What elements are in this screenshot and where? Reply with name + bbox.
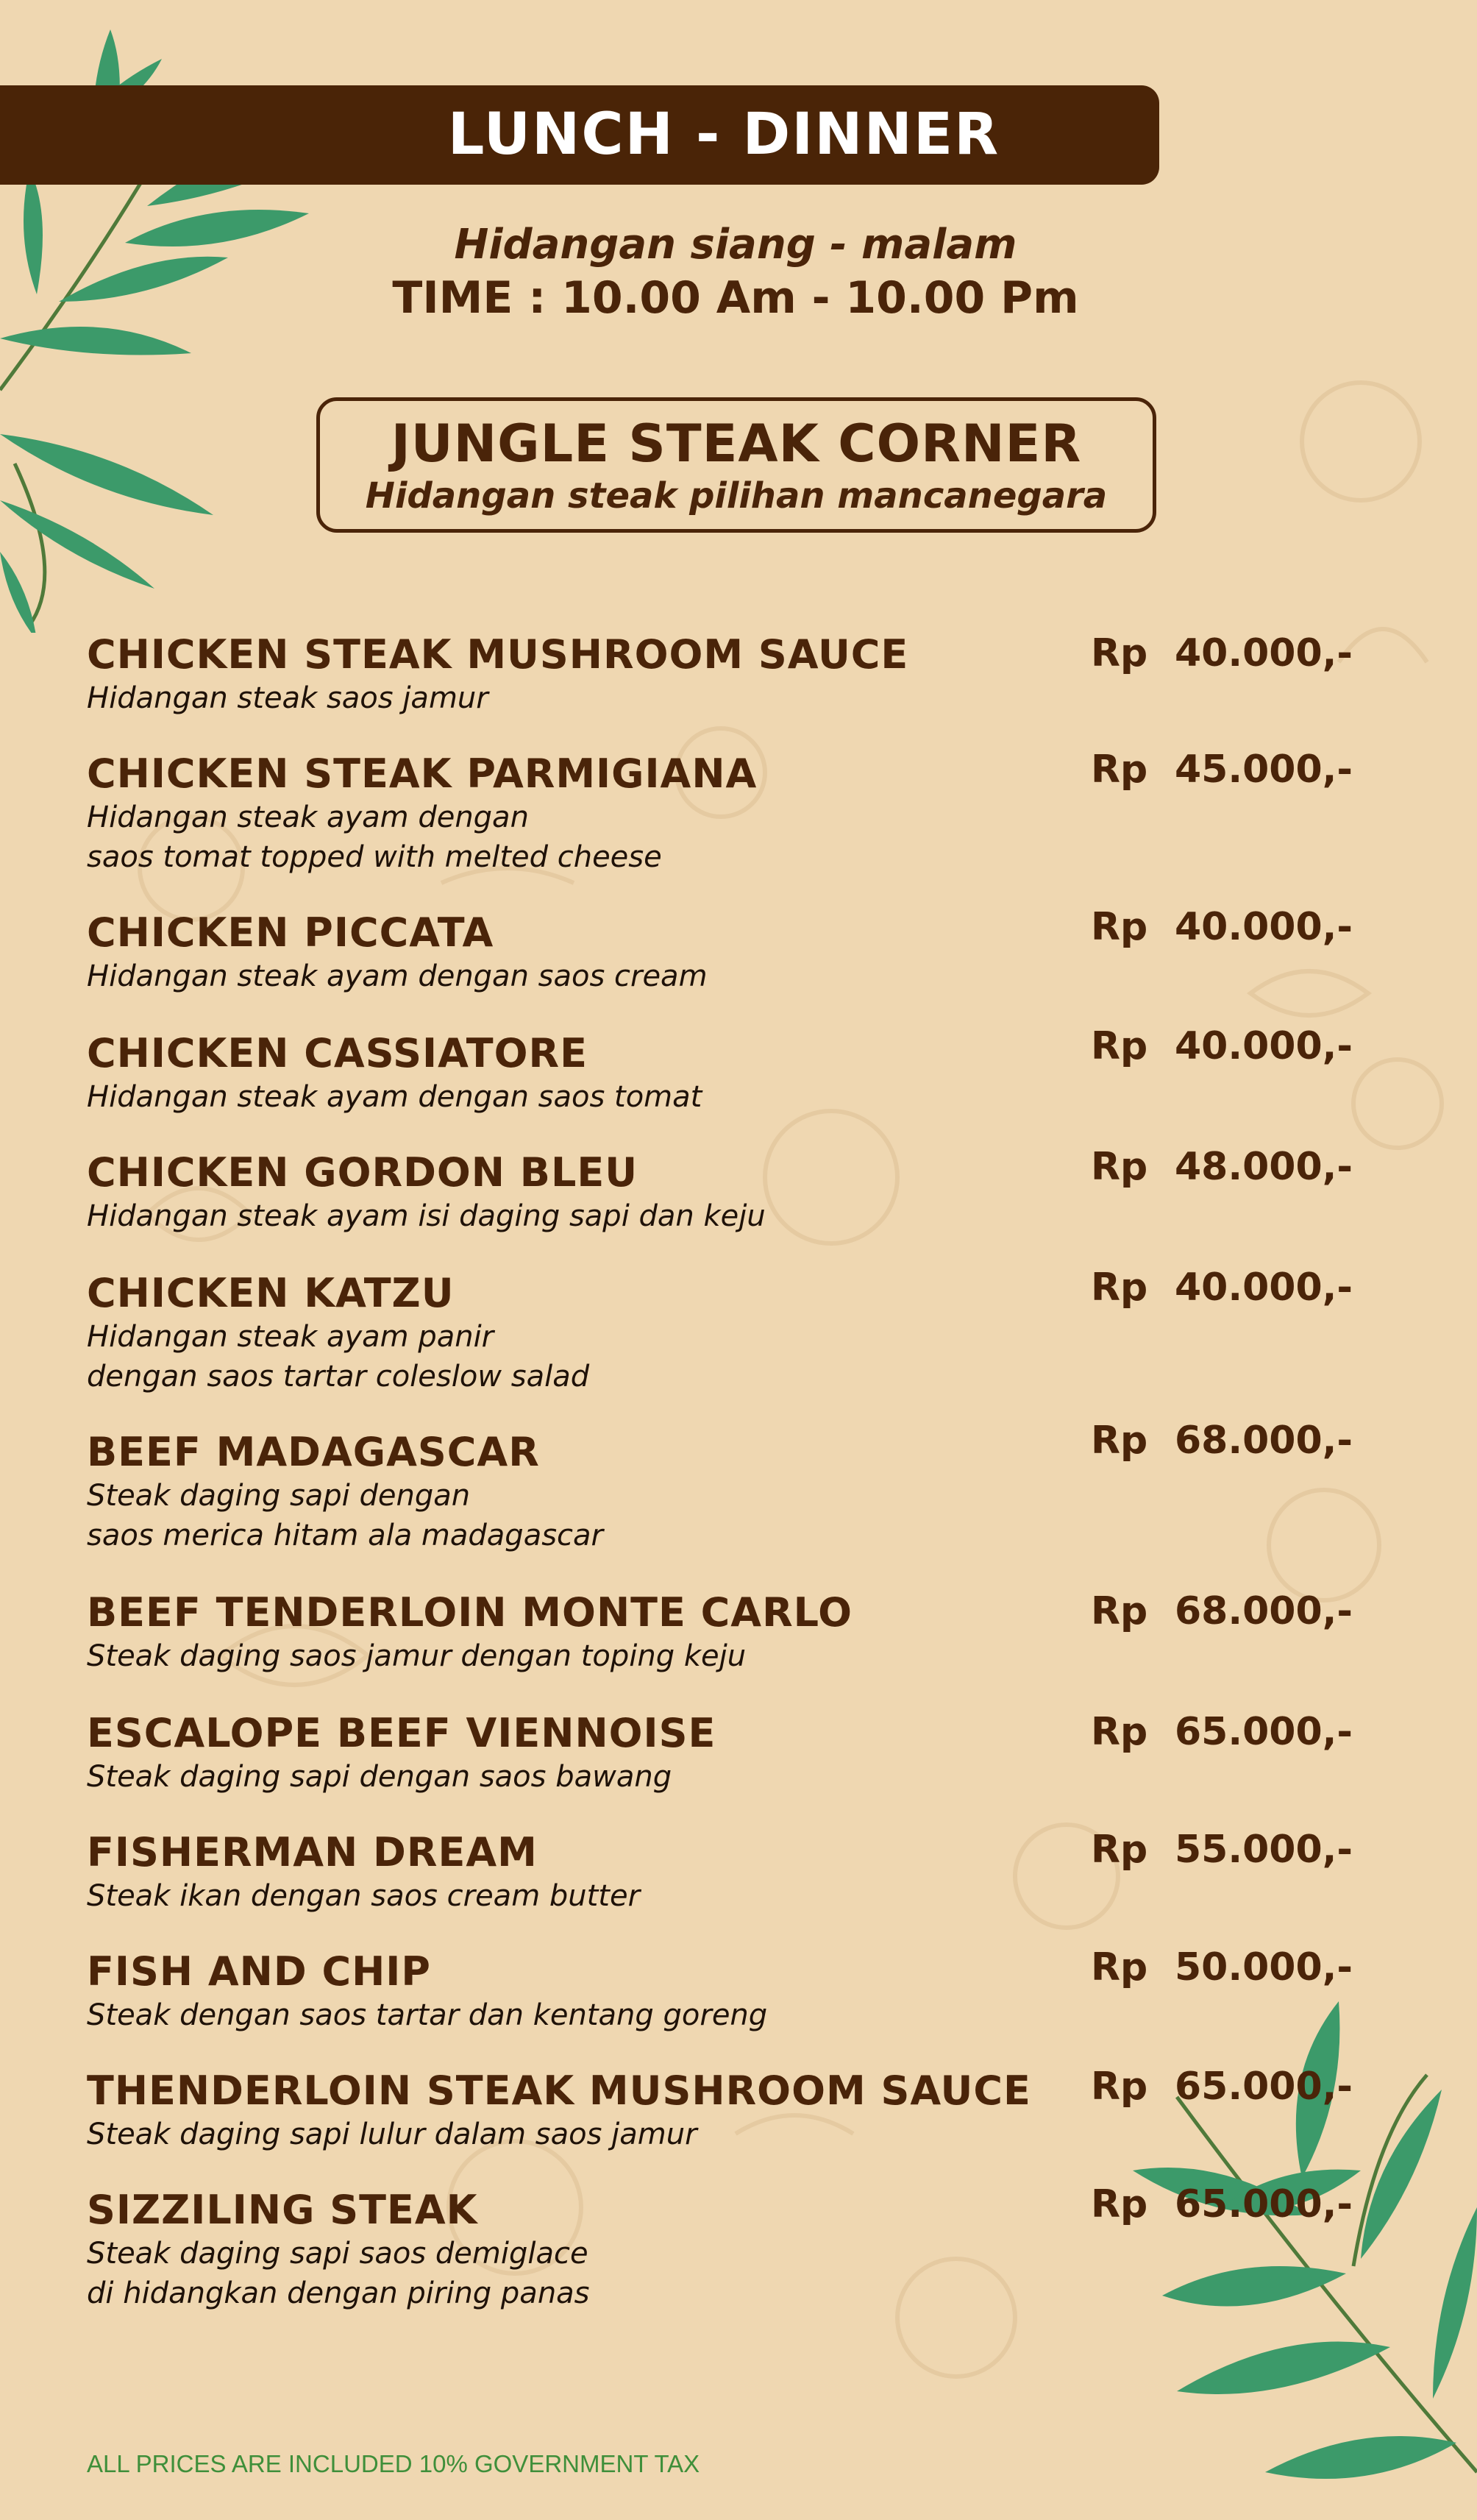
menu-item-description: Hidangan steak ayam dengan saos cream — [87, 959, 708, 993]
menu-item-price: 68.000,- — [1175, 1589, 1353, 1633]
menu-item-name: ESCALOPE BEEF VIENNOISE — [87, 1710, 716, 1756]
menu-item-price: 65.000,- — [1175, 2065, 1353, 2109]
menu-item-currency: Rp — [1091, 1945, 1148, 1990]
menu-item-description: Steak daging sapi saos demiglace — [87, 2237, 588, 2271]
menu-item-description: Steak daging sapi dengan saos bawang — [87, 1760, 672, 1794]
menu-item-currency: Rp — [1091, 748, 1148, 792]
menu-item-description: Hidangan steak ayam isi daging sapi dan keju — [87, 1199, 766, 1233]
menu-item-currency: Rp — [1091, 1145, 1148, 1189]
menu-item-description: Hidangan steak ayam dengan saos tomat — [87, 1080, 702, 1114]
menu-item-description: Hidangan steak ayam dengan — [87, 801, 529, 834]
menu-item-price: 65.000,- — [1175, 1710, 1353, 1754]
menu-item-currency: Rp — [1091, 1710, 1148, 1754]
menu-item-name: CHICKEN STEAK MUSHROOM SAUCE — [87, 631, 909, 678]
menu-item-currency: Rp — [1091, 631, 1148, 675]
menu-item-currency: Rp — [1091, 1024, 1148, 1068]
menu-item-description: Steak ikan dengan saos cream butter — [87, 1879, 641, 1913]
menu-item-currency: Rp — [1091, 1828, 1148, 1872]
menu-item-price: 55.000,- — [1175, 1828, 1353, 1872]
menu-item-currency: Rp — [1091, 1589, 1148, 1633]
menu-item-description: saos tomat topped with melted cheese — [87, 840, 662, 874]
menu-item-name: FISHERMAN DREAM — [87, 1829, 538, 1875]
menu-item-currency: Rp — [1091, 1266, 1148, 1310]
menu-item-description: Steak dengan saos tartar dan kentang goreng — [87, 1998, 768, 2032]
menu-item-name: BEEF MADAGASCAR — [87, 1429, 540, 1475]
menu-title: LUNCH - DINNER — [447, 102, 1000, 168]
menu-item-price: 50.000,- — [1175, 1945, 1353, 1990]
menu-item-price: 65.000,- — [1175, 2182, 1353, 2226]
menu-item-name: CHICKEN KATZU — [87, 1270, 455, 1316]
menu-item-currency: Rp — [1091, 905, 1148, 949]
menu-item-price: 68.000,- — [1175, 1419, 1353, 1463]
menu-item-description: saos merica hitam ala madagascar — [87, 1519, 603, 1552]
menu-item-description: di hidangkan dengan piring panas — [87, 2276, 590, 2310]
menu-item-price: 40.000,- — [1175, 905, 1353, 949]
menu-item-price: 40.000,- — [1175, 631, 1353, 675]
menu-item-name: CHICKEN PICCATA — [87, 909, 494, 956]
menu-item-name: CHICKEN GORDON BLEU — [87, 1149, 638, 1196]
menu-subtitle: Hidangan siang - malam — [454, 221, 1017, 269]
menu-item-name: FISH AND CHIP — [87, 1948, 431, 1995]
menu-item-currency: Rp — [1091, 1419, 1148, 1463]
menu-item-name: SIZZILING STEAK — [87, 2187, 478, 2233]
tax-note: ALL PRICES ARE INCLUDED 10% GOVERNMENT TAX — [87, 2450, 700, 2477]
opening-hours: TIME : 10.00 Am - 10.00 Pm — [392, 272, 1079, 324]
menu-item-description: dengan saos tartar coleslow salad — [87, 1360, 590, 1394]
menu-item-description: Steak daging sapi lulur dalam saos jamur — [87, 2118, 697, 2151]
menu-item-description: Steak daging sapi dengan — [87, 1479, 471, 1513]
menu-item-price: 48.000,- — [1175, 1145, 1353, 1189]
menu-item-price: 40.000,- — [1175, 1266, 1353, 1310]
section-title: JUNGLE STEAK CORNER — [391, 414, 1082, 474]
menu-item-description: Steak daging saos jamur dengan toping keju — [87, 1639, 747, 1673]
menu-item-name: CHICKEN CASSIATORE — [87, 1030, 588, 1076]
menu-item-description: Hidangan steak saos jamur — [87, 681, 488, 715]
menu-item-price: 45.000,- — [1175, 748, 1353, 792]
menu-item-name: BEEF TENDERLOIN MONTE CARLO — [87, 1589, 853, 1636]
menu-item-name: THENDERLOIN STEAK MUSHROOM SAUCE — [87, 2068, 1031, 2114]
menu-item-currency: Rp — [1091, 2182, 1148, 2226]
menu-item-description: Hidangan steak ayam panir — [87, 1320, 494, 1354]
menu-item-price: 40.000,- — [1175, 1024, 1353, 1068]
menu-item-currency: Rp — [1091, 2065, 1148, 2109]
section-subtitle: Hidangan steak pilihan mancanegara — [365, 475, 1108, 517]
menu-item-name: CHICKEN STEAK PARMIGIANA — [87, 750, 758, 797]
